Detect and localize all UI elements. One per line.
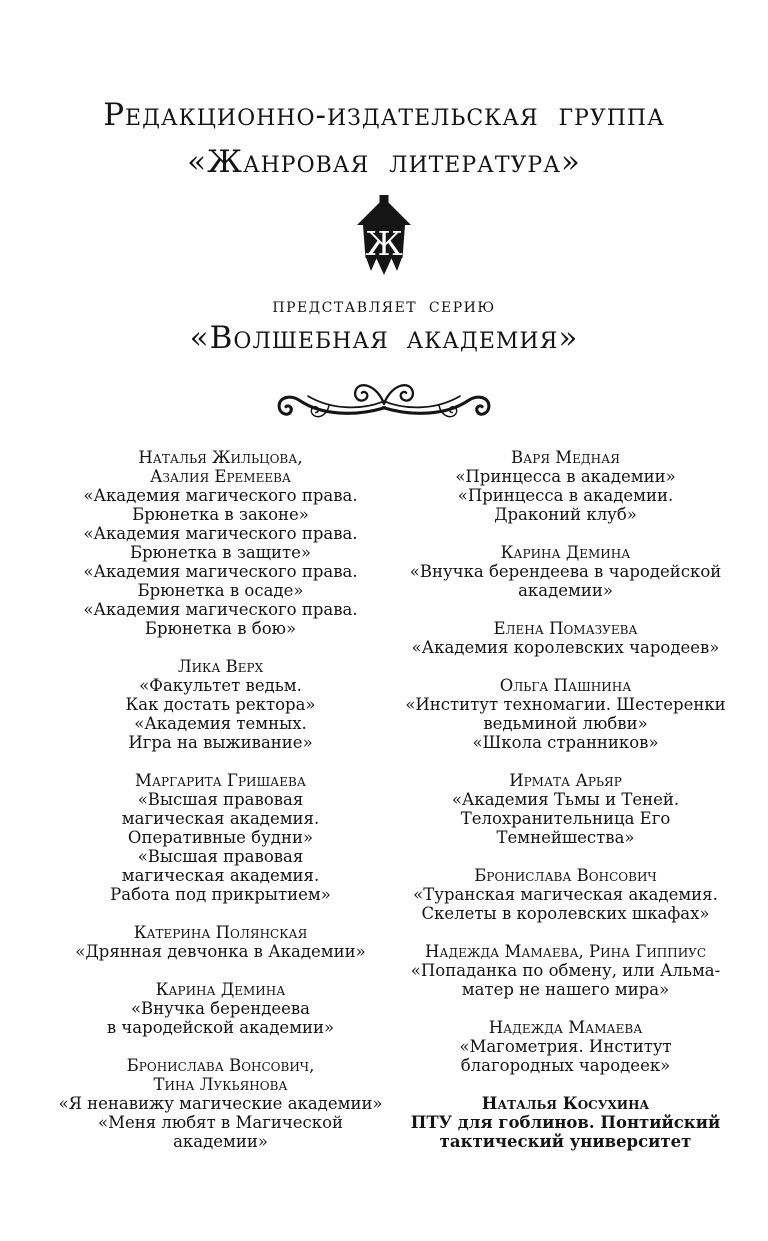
- book-title-line: Игра на выживание»: [128, 733, 313, 752]
- book-title-line: академии»: [173, 1132, 268, 1151]
- author-name-line: Азалия Еремеева: [149, 467, 292, 486]
- book-entry: [393, 771, 738, 847]
- book-title-line: «Туранская магическая академия.: [413, 885, 718, 904]
- book-title-line: Работа под прикрытием»: [110, 885, 331, 904]
- author-name-line: Надежда Мамаева, Рина Гиппиус: [424, 942, 707, 961]
- author-name-line: Елена Помазуева: [493, 619, 638, 638]
- author-name-line: Наталья Косухина: [481, 1094, 650, 1113]
- book-title-line: «Внучка берендеева в чародейской: [409, 562, 722, 581]
- lantern-icon: [355, 195, 413, 279]
- book-entry: [48, 657, 393, 752]
- book-title-line: «Магометрия. Институт: [459, 1037, 672, 1056]
- book-title-line: Брюнетка в бою»: [144, 619, 297, 638]
- book-title-line: «Академия магического права.: [83, 486, 358, 505]
- book-title-line: Брюнетка в осаде»: [137, 581, 304, 600]
- presents-line: представляет серию: [272, 294, 496, 317]
- book-entry: [393, 619, 738, 657]
- book-list-right-column: [393, 448, 738, 1170]
- author-name-line: Маргарита Гришаева: [135, 771, 306, 790]
- author-name-line: Карина Демина: [500, 543, 631, 562]
- book-title-line: магическая академия.: [121, 866, 320, 885]
- series-title: «Волшебная академия»: [189, 320, 579, 356]
- book-title-line: «Попаданка по обмену, или Альма-: [410, 961, 721, 980]
- book-title-line: Брюнетка в защите»: [129, 543, 312, 562]
- book-entry: [393, 448, 738, 524]
- book-title-line: Брюнетка в законе»: [132, 505, 309, 524]
- flourish-divider: [0, 374, 768, 428]
- book-title-line: «Академия Тьмы и Теней.: [451, 790, 680, 809]
- author-name-line: Ирмата Арьяр: [509, 771, 622, 790]
- book-title-line: благородных чародеек»: [460, 1056, 671, 1075]
- book-title-line: ведьминой любви»: [483, 714, 648, 733]
- book-title-line: Драконий клуб»: [494, 505, 637, 524]
- book-entry: [393, 543, 738, 600]
- author-name-line: Наталья Жильцова,: [138, 448, 303, 467]
- book-title-line: Телохранительница Его: [460, 809, 671, 828]
- book-title-line: тактический университет: [439, 1132, 692, 1151]
- book-title-line: ПТУ для гоблинов. Понтийский: [410, 1113, 721, 1132]
- book-title-line: «Принцесса в академии»: [455, 467, 676, 486]
- author-name-line: Ольга Пашнина: [499, 676, 632, 695]
- book-entry: [393, 1018, 738, 1075]
- book-title-line: Скелеты в королевских шкафах»: [421, 904, 710, 923]
- book-title-line: «Внучка берендеева: [130, 999, 311, 1018]
- book-title-line: «Академия магического права.: [83, 562, 358, 581]
- book-title-line: «Академия темных.: [134, 714, 307, 733]
- book-list: [0, 448, 768, 1170]
- author-name-line: Надежда Мамаева: [488, 1018, 643, 1037]
- book-entry: [393, 866, 738, 923]
- book-title-line: «Высшая правовая: [137, 847, 304, 866]
- book-title-line: «Академия королевских чародеев»: [411, 638, 720, 657]
- flourish-icon: [266, 374, 502, 424]
- book-title-line: «Институт техномагии. Шестеренки: [405, 695, 726, 714]
- book-entry: [48, 448, 393, 638]
- author-name-line: Катерина Полянская: [133, 923, 308, 942]
- book-title-line: «Академия магического права.: [83, 600, 358, 619]
- book-entry: [48, 1056, 393, 1151]
- book-list-left-column: [48, 448, 393, 1170]
- book-title-line: «Принцесса в академии.: [457, 486, 674, 505]
- lantern-logo: [0, 195, 768, 283]
- book-title-line: «Я ненавижу магические академии»: [58, 1094, 383, 1113]
- publisher-group-heading: [0, 92, 768, 186]
- book-entry: [393, 942, 738, 999]
- book-title-line: «Школа странников»: [472, 733, 659, 752]
- book-title-line: Как достать ректора»: [125, 695, 316, 714]
- publisher-group-line1: Редакционно-издательская группа: [103, 97, 665, 133]
- book-title-line: магическая академия.: [121, 809, 320, 828]
- book-entry: [393, 676, 738, 752]
- author-name-line: Тина Лукьянова: [153, 1075, 288, 1094]
- book-entry: [48, 923, 393, 961]
- book-title-line: «Высшая правовая: [137, 790, 304, 809]
- author-name-line: Лика Верх: [177, 657, 264, 676]
- lantern-letter: Ж: [365, 224, 403, 263]
- book-title-line: «Дрянная девчонка в Академии»: [75, 942, 366, 961]
- author-name-line: Бронислава Вонсович: [474, 866, 657, 885]
- book-entry: [48, 771, 393, 904]
- book-title-line: в чародейской академии»: [106, 1018, 335, 1037]
- book-title-line: «Меня любят в Магической: [97, 1113, 344, 1132]
- book-title-line: Темнейшества»: [496, 828, 635, 847]
- author-name-line: Варя Медная: [511, 448, 620, 467]
- book-title-line: «Факультет ведьм.: [139, 676, 302, 695]
- publisher-group-line2: «Жанровая литература»: [187, 144, 581, 180]
- book-title-line: «Академия магического права.: [83, 524, 358, 543]
- author-name-line: Карина Демина: [155, 980, 286, 999]
- book-title-line: Оперативные будни»: [127, 828, 314, 847]
- book-title-line: академии»: [518, 581, 613, 600]
- book-title-line: матер не нашего мира»: [461, 980, 670, 999]
- book-entry: [48, 980, 393, 1037]
- author-name-line: Бронислава Вонсович,: [126, 1056, 315, 1075]
- book-entry: [393, 1094, 738, 1151]
